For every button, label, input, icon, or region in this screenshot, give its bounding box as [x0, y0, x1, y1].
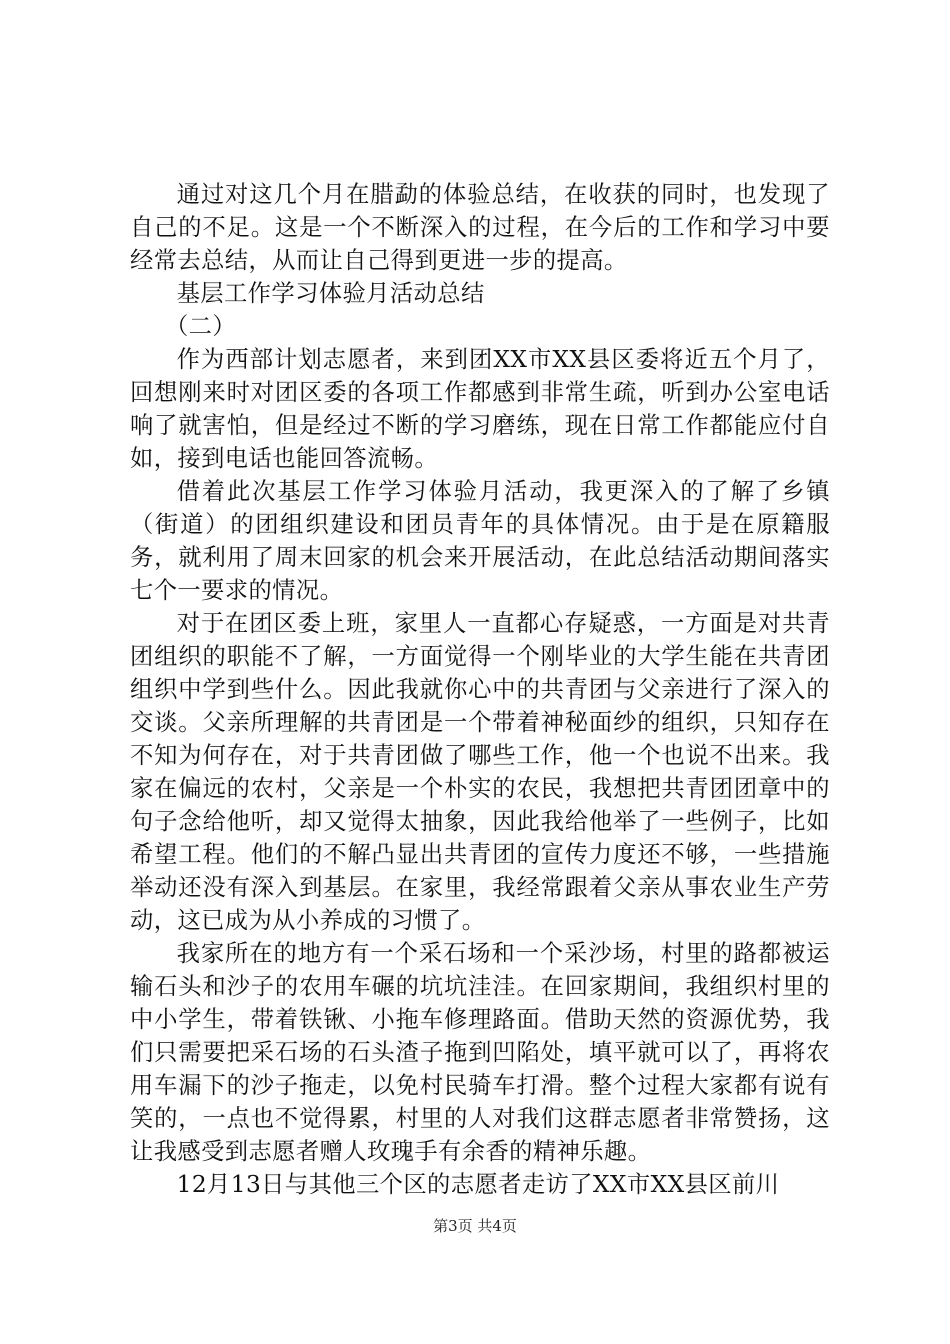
page-number-footer: 第3页 共4页 [433, 1217, 517, 1235]
paragraph-family: 对于在团区委上班，家里人一直都心存疑惑，一方面是对共青团组织的职能不了解，一方面觉得一个刚毕业的大学生能在共青团组织中学到些什么。因此我就你心中的共青团与父亲进行了深入的交谈。父亲所理解的共青团是一个带着神秘面纱的组织，只知存在不知为何存在，对于共青团做了哪些工作，他一个也说不出来。我家在偏远的农村，父亲是一个朴实的农民，我想把共青团团章中的句子念给他听，却又觉得太抽象，因此我给他举了一些例子，比如希望工程。他们的不解凸显出共青团的宣传力度还不够，一些措施举动还没有深入到基层。在家里，我经常跟着父亲从事农业生产劳动，这已成为从小养成的习惯了。 [130, 610, 830, 934]
paragraph-conclusion: 通过对这几个月在腊勐的体验总结，在收获的同时，也发现了自己的不足。这是一个不断深入的过程，在今后的工作和学习中要经常去总结，从而让自己得到更进一步的提高。 [130, 181, 830, 274]
section-number: （二） [164, 313, 237, 340]
paragraph-activity: 借着此次基层工作学习体验月活动，我更深入的了解了乡镇（街道）的团组织建设和团员青年的具体情况。由于是在原籍服务，就利用了周末回家的机会来开展活动，在此总结活动期间落实七个一要求的情况。 [130, 478, 830, 604]
paragraph-intro: 作为西部计划志愿者，来到团XX市XX县区委将近五个月了，回想刚来时对团区委的各项工作都感到非常生疏，听到办公室电话响了就害怕，但是经过不断的学习磨练，现在日常工作都能应付自如，接到电话也能回答流畅。 [130, 346, 830, 472]
paragraph-visit: 12月13日与其他三个区的志愿者走访了XX市XX县区前川 [176, 1171, 780, 1198]
paragraph-road-repair: 我家所在的地方有一个采石场和一个采沙场，村里的路都被运输石头和沙子的农用车碾的坑坑洼洼。在回家期间，我组织村里的中小学生，带着铁锹、小拖车修理路面。借助天然的资源优势，我们只需要把采石场的石头渣子拖到凹陷处，填平就可以了，再将农用车漏下的沙子拖走，以免村民骑车打滑。整个过程大家都有说有笑的，一点也不觉得累，村里的人对我们这群志愿者非常赞扬，这让我感受到志愿者赠人玫瑰手有余香的精神乐趣。 [130, 940, 830, 1165]
section-title: 基层工作学习体验月活动总结 [176, 280, 485, 307]
document-body [130, 178, 830, 1201]
